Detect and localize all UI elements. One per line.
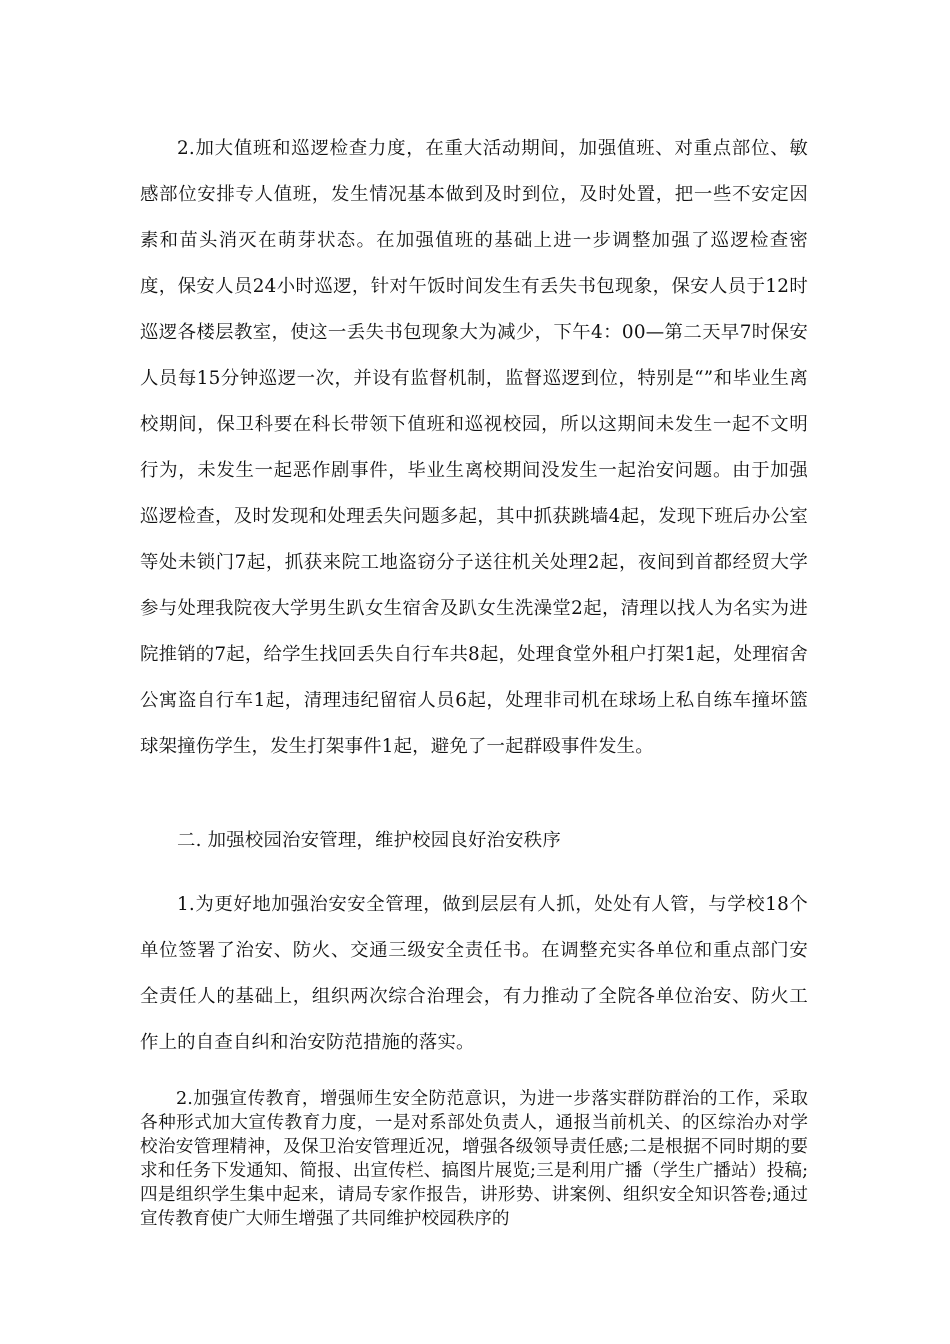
paragraph-patrol-inspection: 2.加大值班和巡逻检查力度，在重大活动期间，加强值班、对重点部位、敏感部位安排专人值班，发生情况基本做到及时到位，及时处置，把一些不安定因素和苗头消灭在萌芽状态。在加强值班的基础上进一步调整加强了巡逻检查密度，保安人员24小时巡逻，针对午饭时间发生有丢失书包现象，保安人员于12时巡逻各楼层教室，使这一丢失书包现象大为减少，下午4：00—第二天早7时保安人员每15分钟巡逻一次，并设有监督机制，监督巡逻到位，特别是“”和毕业生离校期间，保卫科要在科长带领下值班和巡视校园，所以这期间未发生一起不文明行为，未发生一起恶作剧事件，毕业生离校期间没发生一起治安问题。由于加强巡逻检查，及时发现和处理丢失问题多起，其中抓获跳墙4起，发现下班后办公室等处未锁门7起，抓获来院工地盗窃分子送往机关处理2起，夜间到首都经贸大学参与处理我院夜大学男生趴女生宿舍及趴女生洗澡堂2起，清理以找人为名实为进院推销的7起，给学生找回丢失自行车共8起，处理食堂外租户打架1起，处理宿舍公寓盗自行车1起，清理违纪留宿人员6起，处理非司机在球场上私自练车撞坏篮球架撞伤学生，发生打架事件1起，避免了一起群殴事件发生。 (140, 138, 808, 757)
paragraph-publicity-education: 2.加强宣传教育，增强师生安全防范意识，为进一步落实群防群治的工作，采取各种形式加大宣传教育力度，一是对系部处负责人，通报当前机关、的区综治办对学校治安管理精神，及保卫治安管理近况，增强各级领导责任感;二是根据不同时期的要求和任务下发通知、简报、出宣传栏、搞图片展览;三是利用广播（学生广播站）投稿;四是组织学生集中起来，请局专家作报告，讲形势、讲案例、组织安全知识答卷;通过宣传教育使广大师生增强了共同维护校园秩序的 (140, 1089, 808, 1229)
section-heading-security-management: 二. 加强校园治安管理，维护校园良好治安秩序 (177, 830, 561, 851)
paragraph-responsibility-agreements: 1.为更好地加强治安安全管理，做到层层有人抓，处处有人管，与学校18个单位签署了治安、防火、交通三级安全责任书。在调整充实各单位和重点部门安全责任人的基础上，组织两次综合治理会，有力推动了全院各单位治安、防火工作上的自查自纠和治安防范措施的落实。 (140, 894, 808, 1053)
